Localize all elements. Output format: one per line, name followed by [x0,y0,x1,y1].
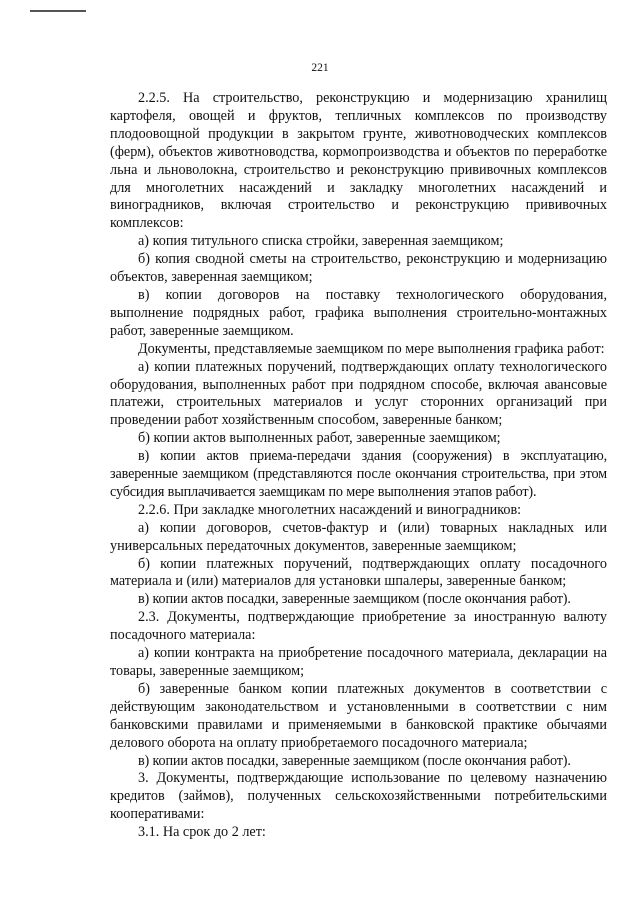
list-item-a: а) копии контракта на приобретение посадочного материала, декларации на товары, заверенные заемщиком; [110,645,607,679]
document-body [110,90,607,842]
list-item-b: б) копии платежных поручений, подтверждающих оплату посадочного материала и (или) материалов для установки шпалеры, заверенные банком; [110,555,607,590]
list-item-b: б) копия сводной сметы на строительство, реконструкцию и модернизацию объектов, заверенная заемщиком; [110,251,607,286]
paragraph-3: 3. Документы, подтверждающие использование по целевому назначению кредитов (займов), полученных сельскохозяйственными потребительскими кооперативами: [110,770,607,823]
list-item-c: в) копии актов посадки, заверенные заемщиком (после окончания работ). [138,591,571,608]
list-item-b: б) копии актов выполненных работ, заверенные заемщиком; [138,430,501,447]
paragraph-documents-schedule: Документы, представляемые заемщиком по мере выполнения графика работ: [138,340,605,357]
list-item-b: б) заверенные банком копии платежных документов в соответствии с действующим законодательством и установленными в соответствии с ним банковскими правилами и применяемыми в банковской практике обычаями делового оборота на оплату приобретаемого посадочного материала; [110,680,607,751]
paragraph-2-2-6: 2.2.6. При закладке многолетних насаждений и виноградников: [138,501,522,518]
list-item-c: в) копии актов посадки, заверенные заемщиком (после окончания работ). [138,752,571,769]
page-number: 221 [311,62,329,74]
paragraph-2-3: 2.3. Документы, подтверждающие приобретение за иностранную валюту посадочного материала: [110,609,607,644]
list-item-a: а) копия титульного списка стройки, заверенная заемщиком; [138,233,504,250]
list-item-a: а) копии договоров, счетов-фактур и (или) товарных накладных или универсальных передаточных документов, заверенные заемщиком; [110,519,607,554]
list-item-c: в) копии договоров на поставку технологического оборудования, выполнение подрядных работ, графика выполнения строительно-монтажных работ, заверенные заемщиком. [110,286,607,339]
top-rule [30,10,86,12]
paragraph-2-2-5: 2.2.5. На строительство, реконструкцию и модернизацию хранилищ картофеля, овощей и фруктов, тепличных комплексов по производству плодоовощной продукции в закрытом грунте, животноводческих комплексов (ферм), объектов животноводства, кормопроизводства и объектов по переработке льна и льноволокна, строительство и реконструкцию прививочных комплексов для многолетних насаждений и закладку многолетних насаждений и виноградников, включая строительство и реконструкцию прививочных комплексов: [110,90,607,232]
list-item-c: в) копии актов приема-передачи здания (сооружения) в эксплуатацию, заверенные заемщиком (представляются после окончания строительства, при этом субсидия выплачивается заемщикам по мере выполнения этапов работ). [110,448,607,500]
list-item-a: а) копии платежных поручений, подтверждающих оплату технологического оборудования, выполненных работ при подрядном способе, включая авансовые платежи, строительных материалов и услуг сторонних организаций при проведении работ хозяйственным способом, заверенные банком; [110,358,607,429]
paragraph-3-1: 3.1. На срок до 2 лет: [138,824,266,841]
